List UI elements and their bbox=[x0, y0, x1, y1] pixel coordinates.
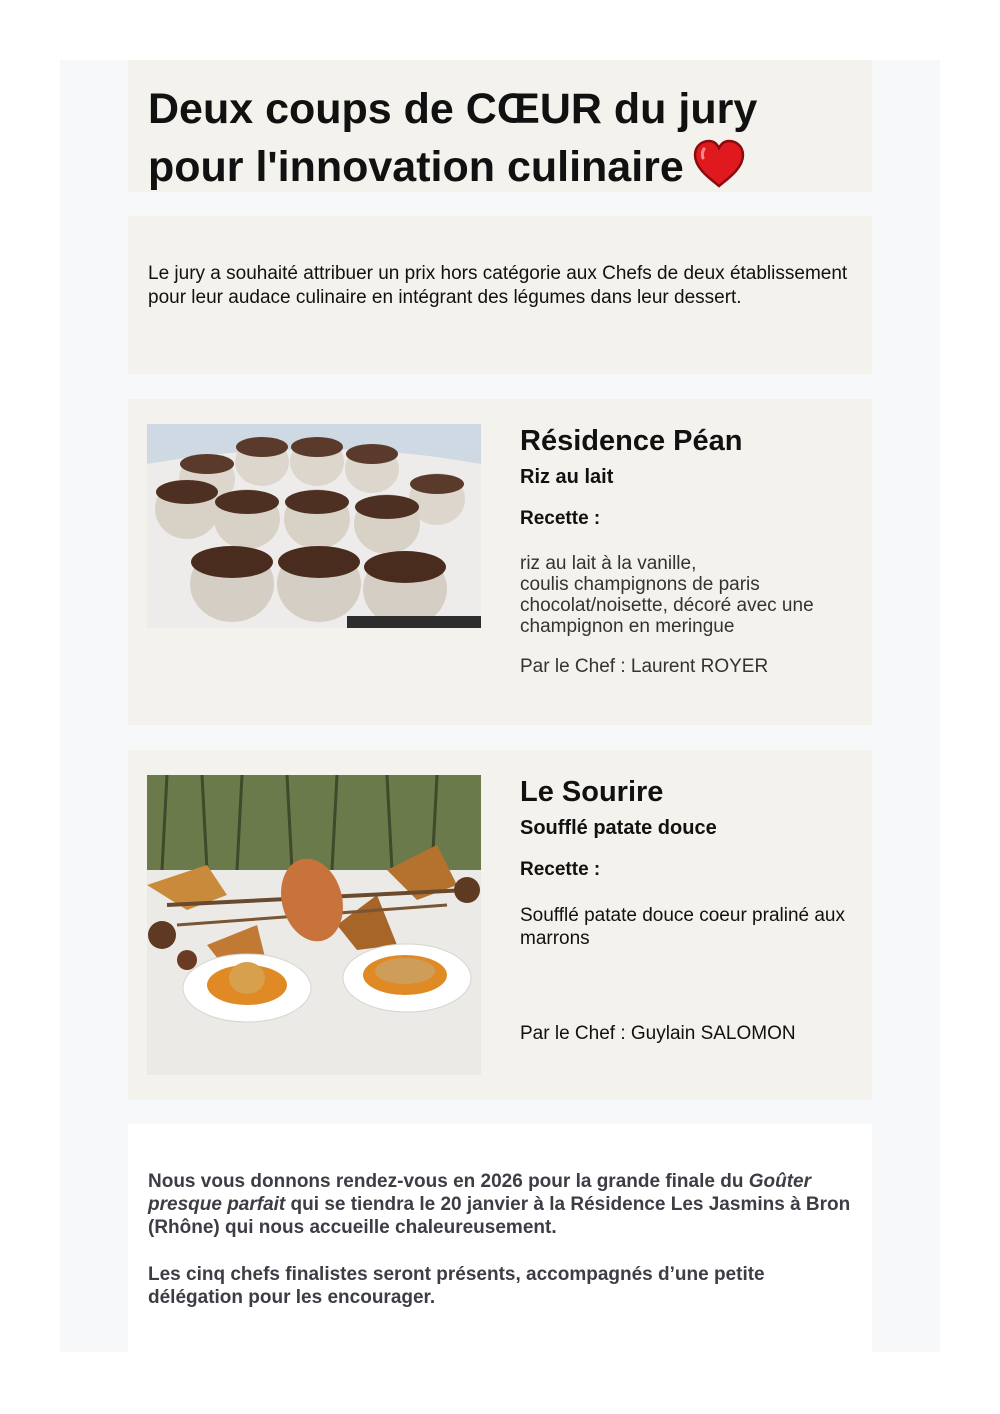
chef-name: Par le Chef : Laurent ROYER bbox=[520, 656, 769, 677]
heart-icon bbox=[692, 139, 746, 204]
dish-name: Soufflé patate douce bbox=[520, 817, 717, 839]
residence-name: Résidence Péan bbox=[520, 425, 743, 457]
page-title bbox=[148, 80, 848, 204]
title-section bbox=[128, 60, 872, 192]
page-title-text: Deux coups de CŒUR du jury pour l'innovation culinaire bbox=[148, 85, 758, 191]
recipe-label: Recette : bbox=[520, 859, 601, 880]
entry-card-pean bbox=[128, 399, 872, 725]
closing-paragraph-1 bbox=[148, 1170, 858, 1239]
recipe-label: Recette : bbox=[520, 508, 601, 529]
recipe-text: Soufflé patate douce coeur praliné aux marrons bbox=[520, 905, 845, 949]
recipe-text: riz au lait à la vanille, coulis champignons de paris chocolat/noisette, décoré avec une champignon en meringue bbox=[520, 553, 814, 637]
chef-name: Par le Chef : Guylain SALOMON bbox=[520, 1023, 796, 1044]
entry-info bbox=[520, 423, 850, 679]
intro-text: Le jury a souhaité attribuer un prix hors catégorie aux Chefs de deux établissement pour leur audace culinaire en intégrant des légumes dans leur dessert. bbox=[148, 263, 848, 308]
entry-card-sourire bbox=[128, 750, 872, 1100]
dessert-photo-riz-au-lait bbox=[147, 424, 481, 628]
closing-section bbox=[128, 1124, 872, 1352]
entry-info bbox=[520, 774, 850, 1046]
closing-text-part: qui se tiendra le 20 janvier à la Résidence Les Jasmins à Bron (Rhône) qui nous accueille chaleureusement. bbox=[148, 1194, 851, 1238]
dessert-photo-souffle bbox=[147, 775, 481, 1075]
dish-name: Riz au lait bbox=[520, 466, 614, 488]
residence-name: Le Sourire bbox=[520, 776, 664, 808]
intro-section bbox=[128, 216, 872, 374]
event-name: Goûter presque parfait bbox=[148, 1171, 811, 1215]
closing-text-part: Nous vous donnons rendez-vous en 2026 pour la grande finale du bbox=[148, 1171, 749, 1192]
closing-paragraph-2: Les cinq chefs finalistes seront présents, accompagnés d’une petite délégation pour les encourager. bbox=[148, 1264, 765, 1308]
